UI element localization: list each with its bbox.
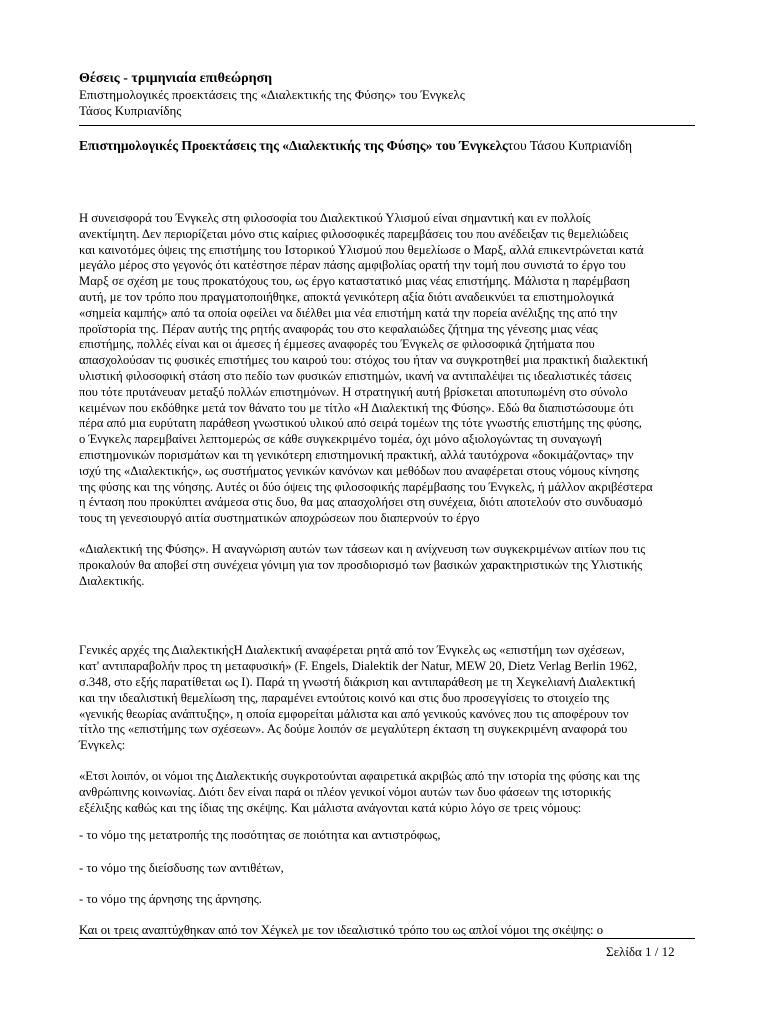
law-item: - το νόμο της άρνησης της άρνησης. <box>79 891 262 906</box>
page-number: Σελίδα 1 / 12 <box>606 944 675 959</box>
law-item: - το νόμο της μετατροπής της ποσότητας σε ποιότητα και αντιστρόφως, <box>79 828 441 843</box>
paragraph <box>79 643 691 754</box>
text-line: και καινοτόμες όψεις της επιστήμης του Ιστορικού Υλισμού που θεμελίωσε ο Μαρξ, αλλά επικεντρώνεται κατά <box>79 242 644 257</box>
text-line: επιστημονικών πορισμάτων και τη γενικότερη επιστημονική πρακτική, αλλά ταυτόχρονα «δοκιμάζοντας» την <box>79 447 634 462</box>
text-line: επιστήμης, πολλές είναι και οι άμεσες ή έμμεσες αναφορές του Ένγκελς σε φιλοσοφικά ζητήματα που <box>79 337 595 352</box>
text-line: απασχολούσαν τις φυσικές επιστήμες του καιρού του: στόχος του ήταν να συγκροτηθεί μια πρακτική διαλεκτική <box>79 353 648 368</box>
text-line: ο Ένγκελς παρεμβαίνει λεπτομερώς σε κάθε συγκεκριμένο τομέα, όχι μόνο αξιολογώντας τη συναγωγή <box>79 432 602 447</box>
footer-divider <box>79 938 695 939</box>
text-line: Γενικές αρχές της ΔιαλεκτικήςΗ Διαλεκτική αναφέρεται ρητά από τον Ένγκελς ως «επιστήμη των σχέσεων, <box>79 643 625 658</box>
text-line: προϊστορία της. Πέραν αυτής της ρητής αναφοράς του στο κεφαλαιώδες ζήτημα της γένεσης μιας νέας <box>79 321 598 336</box>
text-line: «Ετσι λοιπόν, οι νόμοι της Διαλεκτικής συγκροτούνται αφαιρετικά ακριβώς από την ιστορία της φύσης και της <box>79 768 640 783</box>
text-line: κατ' αντιπαραβολήν προς τη μεταφυσική» (F. Engels, Dialektik der Natur, MEW 20, Dietz Verlag Berlin 1962, <box>79 659 638 674</box>
article-title-author: του Τάσου Κυπριανίδη <box>507 138 633 153</box>
text-line: ισχύ της «Διαλεκτικής», ως συστήματος γενικών κανόνων και μεθόδων που αναφέρεται στους νόμους κίνησης <box>79 463 639 478</box>
text-line: προκαλούν θα αποβεί στη συνέχεια γόνιμη για τον προσδιορισμό των βασικών χαρακτηριστικών της Υλιστικής <box>79 557 643 572</box>
text-line: «Διαλεκτική της Φύσης». Η αναγνώριση αυτών των τάσεων και η ανίχνευση των συγκεκριμένων αιτίων που τις <box>79 541 646 556</box>
article-body <box>79 211 691 938</box>
text-line: υλιστική φιλοσοφική στάση στο πεδίο των φυσικών επιστημών, ικανή να αντιπαλέψει τις ιδεαλιστικές τάσεις <box>79 368 632 383</box>
text-line: εξέλιξης καθώς και της ίδιας της σκέψης. Και μάλιστα ανάγονται κατά κύριο λόγο σε τρεις νόμους: <box>79 800 582 815</box>
header-author: Τάσος Κυπριανίδης <box>79 103 182 118</box>
text-line: Η συνεισφορά του Ένγκελς στη φιλοσοφία του Διαλεκτικού Υλισμού είναι σημαντική και εν πολλοίς <box>79 211 591 225</box>
paragraph <box>79 211 691 527</box>
text-line: τίτλο της «επιστήμης των σχέσεων». Ας δούμε λοιπόν σε μεγαλύτερη έκταση τη συγκεκριμένη αναφορά του <box>79 722 628 737</box>
text-line: κειμένων που εκδόθηκε μετά τον θάνατο του με τίτλο «Η Διαλεκτική της Φύσης». Εδώ θα διαπιστώσουμε ότι <box>79 400 634 415</box>
text-line: ανεκτίμητη. Δεν περιορίζεται μόνο στις καίριες φιλοσοφικές παρεμβάσεις του που ανέδειξαν τις θεμελιώδεις <box>79 226 629 241</box>
quote-paragraph <box>79 769 691 816</box>
header-subtitle: Επιστημολογικές προεκτάσεις της «Διαλεκτικής της Φύσης» του Ένγκελς <box>79 87 465 102</box>
text-line: αυτή, με τον τρόπο που πραγματοποιήθηκε, αποκτά γενικότερη αξία διότι αναδεικνύει τα επιστημολογικά <box>79 289 614 304</box>
text-line: ανθρώπινης κοινωνίας. Διότι δεν είναι παρά οι πλέον γενικοί νόμοι αυτών των δυο φάσεων της ιστορικής <box>79 784 611 799</box>
header-divider <box>79 125 695 126</box>
text-line: Διαλεκτικής. <box>79 573 145 588</box>
text-line: «γενικής θεωρίας ανάπτυξης», η οποία εμφορείται μάλιστα και από γενικούς κανόνες που τις αποφέρουν τον <box>79 706 629 721</box>
journal-title: Θέσεις - τριμηνιαία επιθεώρηση <box>79 71 273 86</box>
text-line: η ένταση που προκύπτει ανάμεσα στις δυο, θα μας απασχολήσει στη συνέχεια, διότι αποτελούν στο συνδυασμό <box>79 495 643 510</box>
article-title-bold: Επιστημολογικές Προεκτάσεις της «Διαλεκτικής της Φύσης» του Ένγκελς <box>79 138 508 153</box>
text-line: της φύσης και της νόησης. Αυτές οι δύο όψεις της φιλοσοφικής παρέμβασης του Ένγκελς, ή μάλλον ακριβέστερα <box>79 479 653 494</box>
paragraph <box>79 542 691 589</box>
law-item: - το νόμο της διείσδυσης των αντιθέτων, <box>79 861 284 876</box>
text-line: «σημεία καμπής» από τα οποία οφείλει να διέλθει μια νέα επιστήμη κατά την πορεία ανέλιξης της από την <box>79 305 618 320</box>
text-line: σ.348, στο εξής παρατίθεται ως Ι). Παρά τη γνωστή διάκριση και αντιπαράθεση με τη Χεγκελιανή Διαλεκτική <box>79 674 636 689</box>
text-line: μεγάλο μέρος στο γεγονός ότι κατέστησε πέραν πάσης αμφιβολίας ορατή την τομή που συνιστά το έργο του <box>79 258 626 273</box>
page-header <box>79 70 699 119</box>
text-line: Ένγκελς: <box>79 738 126 753</box>
text-line: που τότε πρυτάνευαν μεταξύ πολλών επιστημόνων. Η στρατηγική αυτή βρίσκεται αποτυπωμένη στο σύνολο <box>79 384 628 399</box>
text-line: και την ιδεαλιστική θεμελίωση της, παραμένει εντούτοις κοινό και στις δυο προσεγγίσεις το στοιχείο της <box>79 690 609 705</box>
text-line: πέρα από μια ευρύτατη παράθεση γνωστικού υλικού από σειρά τομέων της τότε γνωστής επιστήμης της φύσης, <box>79 416 642 431</box>
text-line: Μαρξ σε σχέση με τους προκατόχους του, ως έργο καταστατικό μιας νέας επιστήμης. Μάλιστα η παρέμβαση <box>79 274 630 289</box>
text-line: Και οι τρεις αναπτύχθηκαν από τον Χέγκελ με τον ιδεαλιστικό τρόπο του ως απλοί νόμοι της σκέψης: ο <box>79 922 604 937</box>
article-title <box>79 138 699 154</box>
text-line: τους τη γενεσιουργό αιτία συστηματικών αποχρώσεων που διαπερνούν το έργο <box>79 511 480 526</box>
